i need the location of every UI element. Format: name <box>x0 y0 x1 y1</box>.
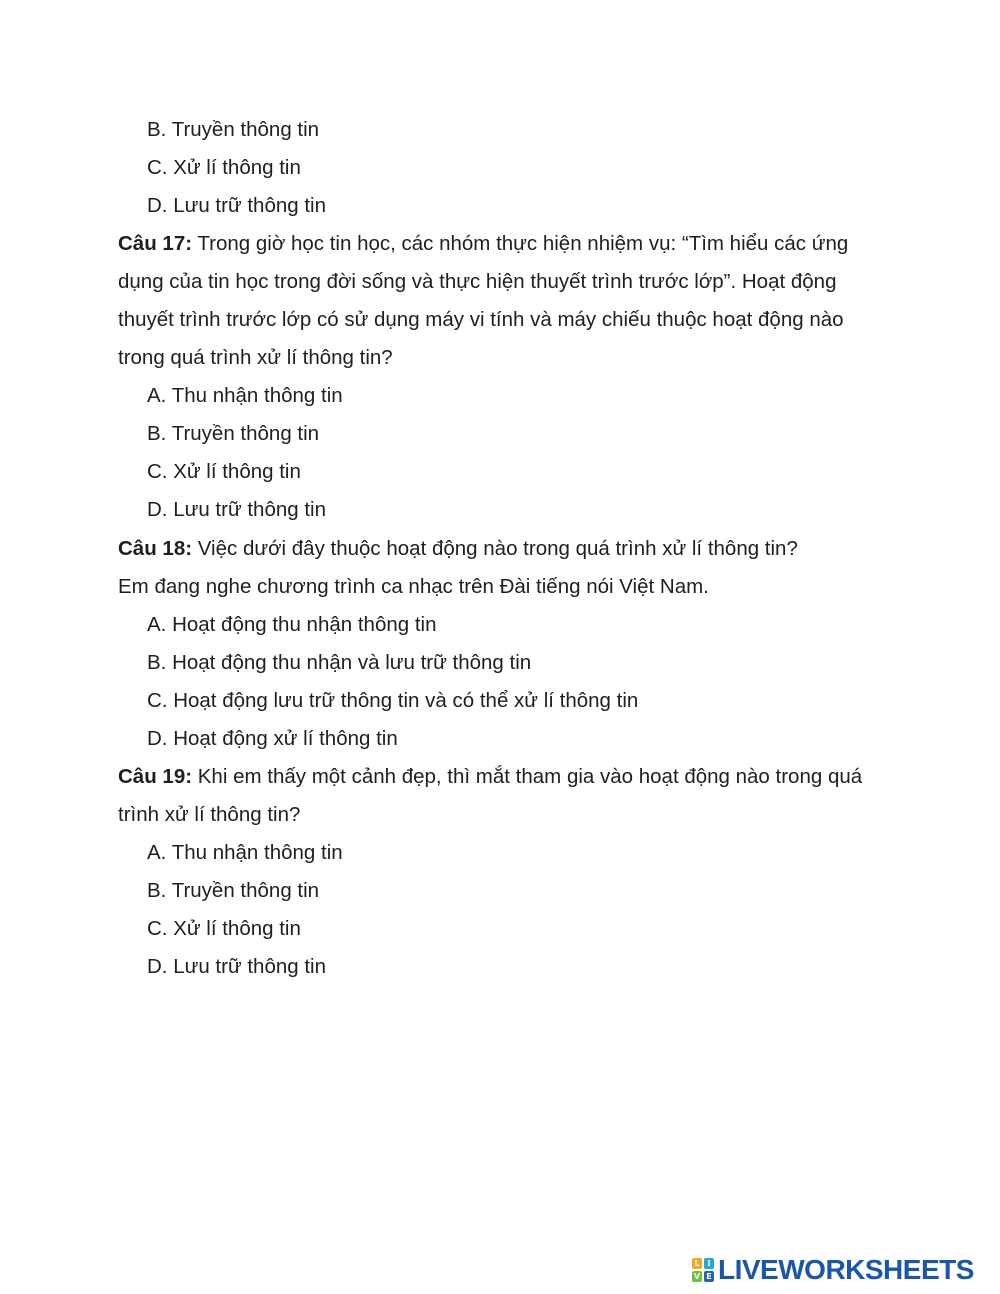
q18-option-b: B. Hoạt động thu nhận và lưu trữ thông tin <box>147 651 532 674</box>
q17-stem-line-4: trong quá trình xử lí thông tin? <box>118 346 393 369</box>
q16-option-b: B. Truyền thông tin <box>147 118 320 141</box>
q17-option-a: A. Thu nhận thông tin <box>147 384 343 407</box>
q17-text-1: Trong giờ học tin học, các nhóm thực hiện nhiệm vụ: “Tìm hiểu các ứng <box>192 232 849 255</box>
q19-option-d: D. Lưu trữ thông tin <box>147 955 327 978</box>
logo-mark-letter-l: L <box>692 1258 702 1269</box>
q19-label: Câu 19: <box>118 765 193 788</box>
liveworksheets-mark-icon <box>692 1258 714 1282</box>
q17-option-b: B. Truyền thông tin <box>147 422 320 445</box>
q17-option-d: D. Lưu trữ thông tin <box>147 498 327 521</box>
q19-stem-line-2: trình xử lí thông tin? <box>118 803 301 826</box>
liveworksheets-logo <box>692 1254 974 1286</box>
q17-stem-line-1 <box>118 225 848 263</box>
q19-option-c: C. Xử lí thông tin <box>147 917 301 940</box>
q17-stem-line-3: thuyết trình trước lớp có sử dụng máy vi tính và máy chiếu thuộc hoạt động nào <box>118 308 844 331</box>
q18-label: Câu 18: <box>118 537 193 560</box>
q17-stem-line-2: dụng của tin học trong đời sống và thực hiện thuyết trình trước lớp”. Hoạt động <box>118 270 837 293</box>
liveworksheets-brand-text: LIVEWORKSHEETS <box>718 1254 974 1285</box>
q19-text-1: Khi em thấy một cảnh đẹp, thì mắt tham gia vào hoạt động nào trong quá <box>192 765 863 788</box>
q18-option-c: C. Hoạt động lưu trữ thông tin và có thể xử lí thông tin <box>147 689 639 712</box>
q17-option-c: C. Xử lí thông tin <box>147 460 301 483</box>
q18-text-1: Việc dưới đây thuộc hoạt động nào trong quá trình xử lí thông tin? <box>192 537 798 560</box>
q19-option-b: B. Truyền thông tin <box>147 879 320 902</box>
logo-mark-letter-i: I <box>704 1258 714 1269</box>
q18-option-a: A. Hoạt động thu nhận thông tin <box>147 613 437 636</box>
q17-label: Câu 17: <box>118 232 193 255</box>
q16-option-d: D. Lưu trữ thông tin <box>147 194 327 217</box>
q18-stem-line-1 <box>118 530 798 568</box>
q19-option-a: A. Thu nhận thông tin <box>147 841 343 864</box>
logo-mark-letter-e: E <box>704 1271 714 1282</box>
q19-stem-line-1 <box>118 758 862 796</box>
q18-option-d: D. Hoạt động xử lí thông tin <box>147 727 398 750</box>
q16-option-c: C. Xử lí thông tin <box>147 156 301 179</box>
logo-mark-letter-v: V <box>693 1272 701 1281</box>
q18-stem-line-2: Em đang nghe chương trình ca nhạc trên Đài tiếng nói Việt Nam. <box>118 575 709 598</box>
